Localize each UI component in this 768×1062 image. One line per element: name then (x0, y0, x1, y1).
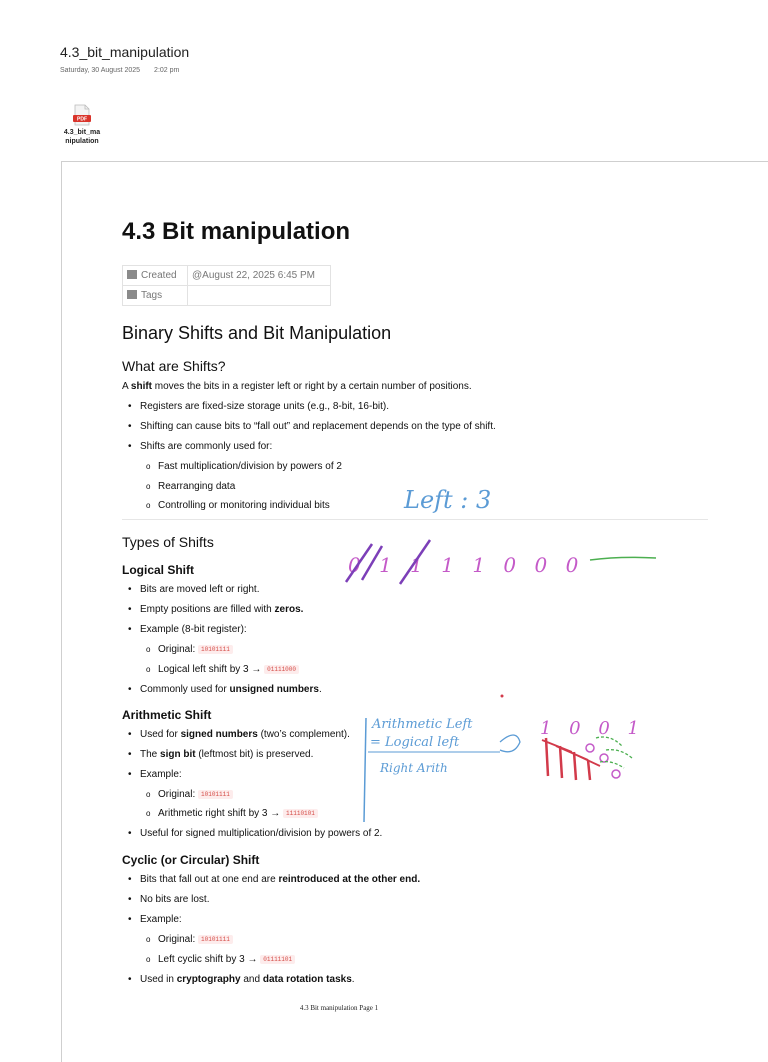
list-item: • Shifting can cause bits to “fall out” and replacement depends on the type of shift. (140, 421, 496, 432)
list-item: • Shifts are commonly used for: (140, 441, 272, 452)
list-item: • No bits are lost. (140, 894, 209, 905)
divider (122, 519, 708, 520)
code-inline: 01111000 (264, 665, 299, 674)
list-item: • Example: (140, 769, 182, 780)
property-key: Tags (141, 290, 163, 301)
attachment-label-line2: nipulation (65, 138, 99, 145)
note-timestamp (60, 67, 179, 74)
note-time: 2:02 pm (154, 67, 180, 74)
property-row (123, 286, 331, 306)
list-item: • Useful for signed multiplication/division by powers of 2. (140, 828, 382, 839)
sub-list-item: o Original: 10101111 (158, 644, 233, 655)
property-value (188, 286, 331, 306)
note-title: 4.3_bit_manipulation (60, 44, 190, 60)
pdf-badge: PDF (77, 116, 87, 123)
attachment-label (56, 128, 108, 146)
list-item: • Commonly used for unsigned numbers. (140, 684, 322, 695)
sub-list-item: o Fast multiplication/division by powers of 2 (158, 461, 342, 472)
sub-list-item: o Rearranging data (158, 481, 235, 492)
list-item: • Used for signed numbers (two’s complement). (140, 729, 350, 740)
list-item: • Empty positions are filled with zeros. (140, 604, 303, 615)
ink-logical-left: = Logical left (370, 735, 460, 750)
list-item: • Bits that fall out at one end are reintroduced at the other end. (140, 874, 420, 885)
code-inline: 10101111 (198, 645, 233, 654)
sub-list-item: o Left cyclic shift by 3 → 01111101 (158, 954, 295, 965)
sub-list-item: o Arithmetic right shift by 3 → 11110101 (158, 808, 318, 819)
code-inline: 11110101 (283, 809, 318, 818)
property-row (123, 266, 331, 286)
property-value: @August 22, 2025 6:45 PM (188, 266, 331, 286)
logical-heading: Logical Shift (122, 563, 194, 577)
ink-arith-left: Arithmetic Left (372, 717, 473, 732)
code-inline: 10101111 (198, 935, 233, 944)
sub-list-item: o Controlling or monitoring individual bits (158, 500, 330, 511)
attachment-label-line1: 4.3_bit_ma (63, 129, 101, 136)
code-inline: 01111101 (260, 955, 295, 964)
sub-list-item: o Logical left shift by 3 → 01111000 (158, 664, 299, 675)
sub-list-item: o Original: 10101111 (158, 789, 233, 800)
types-heading: Types of Shifts (122, 534, 214, 550)
properties-table (122, 265, 331, 306)
note-date: Saturday, 30 August 2025 (60, 67, 141, 74)
ink-digits-row: 0 1 1 1 1 0 0 0 (348, 553, 585, 577)
list-item: • Example: (140, 914, 182, 925)
list-item: • Registers are fixed-size storage units (e.g., 8-bit, 16-bit). (140, 401, 389, 412)
list-item: • Used in cryptography and data rotation tasks. (140, 974, 355, 985)
what-heading: What are Shifts? (122, 358, 226, 374)
page-footer: 4.3 Bit manipulation Page 1 (299, 1004, 379, 1012)
code-inline: 10101111 (198, 790, 233, 799)
section-heading: Binary Shifts and Bit Manipulation (122, 323, 392, 343)
list-item: • Example (8-bit register): (140, 624, 247, 635)
ink-left-3: Left : 3 (404, 486, 492, 514)
pdf-page (61, 161, 768, 1062)
property-icon (127, 270, 137, 279)
property-icon (127, 290, 137, 299)
sub-list-item: o Original: 10101111 (158, 934, 233, 945)
pdf-file-icon (72, 104, 92, 126)
cyclic-heading: Cyclic (or Circular) Shift (122, 853, 260, 867)
property-key: Created (141, 270, 177, 281)
doc-title: 4.3 Bit manipulation (122, 218, 351, 245)
list-item: • The sign bit (leftmost bit) is preserved. (140, 749, 313, 760)
list-item: • Bits are moved left or right. (140, 584, 260, 595)
what-paragraph: A shift moves the bits in a register left or right by a certain number of positions. (122, 381, 472, 392)
arithmetic-heading: Arithmetic Shift (122, 708, 212, 722)
pdf-attachment[interactable] (56, 104, 108, 146)
ink-digits-row2: 1 0 0 1 (540, 718, 645, 739)
ink-right-arith: Right Arith (380, 761, 448, 775)
